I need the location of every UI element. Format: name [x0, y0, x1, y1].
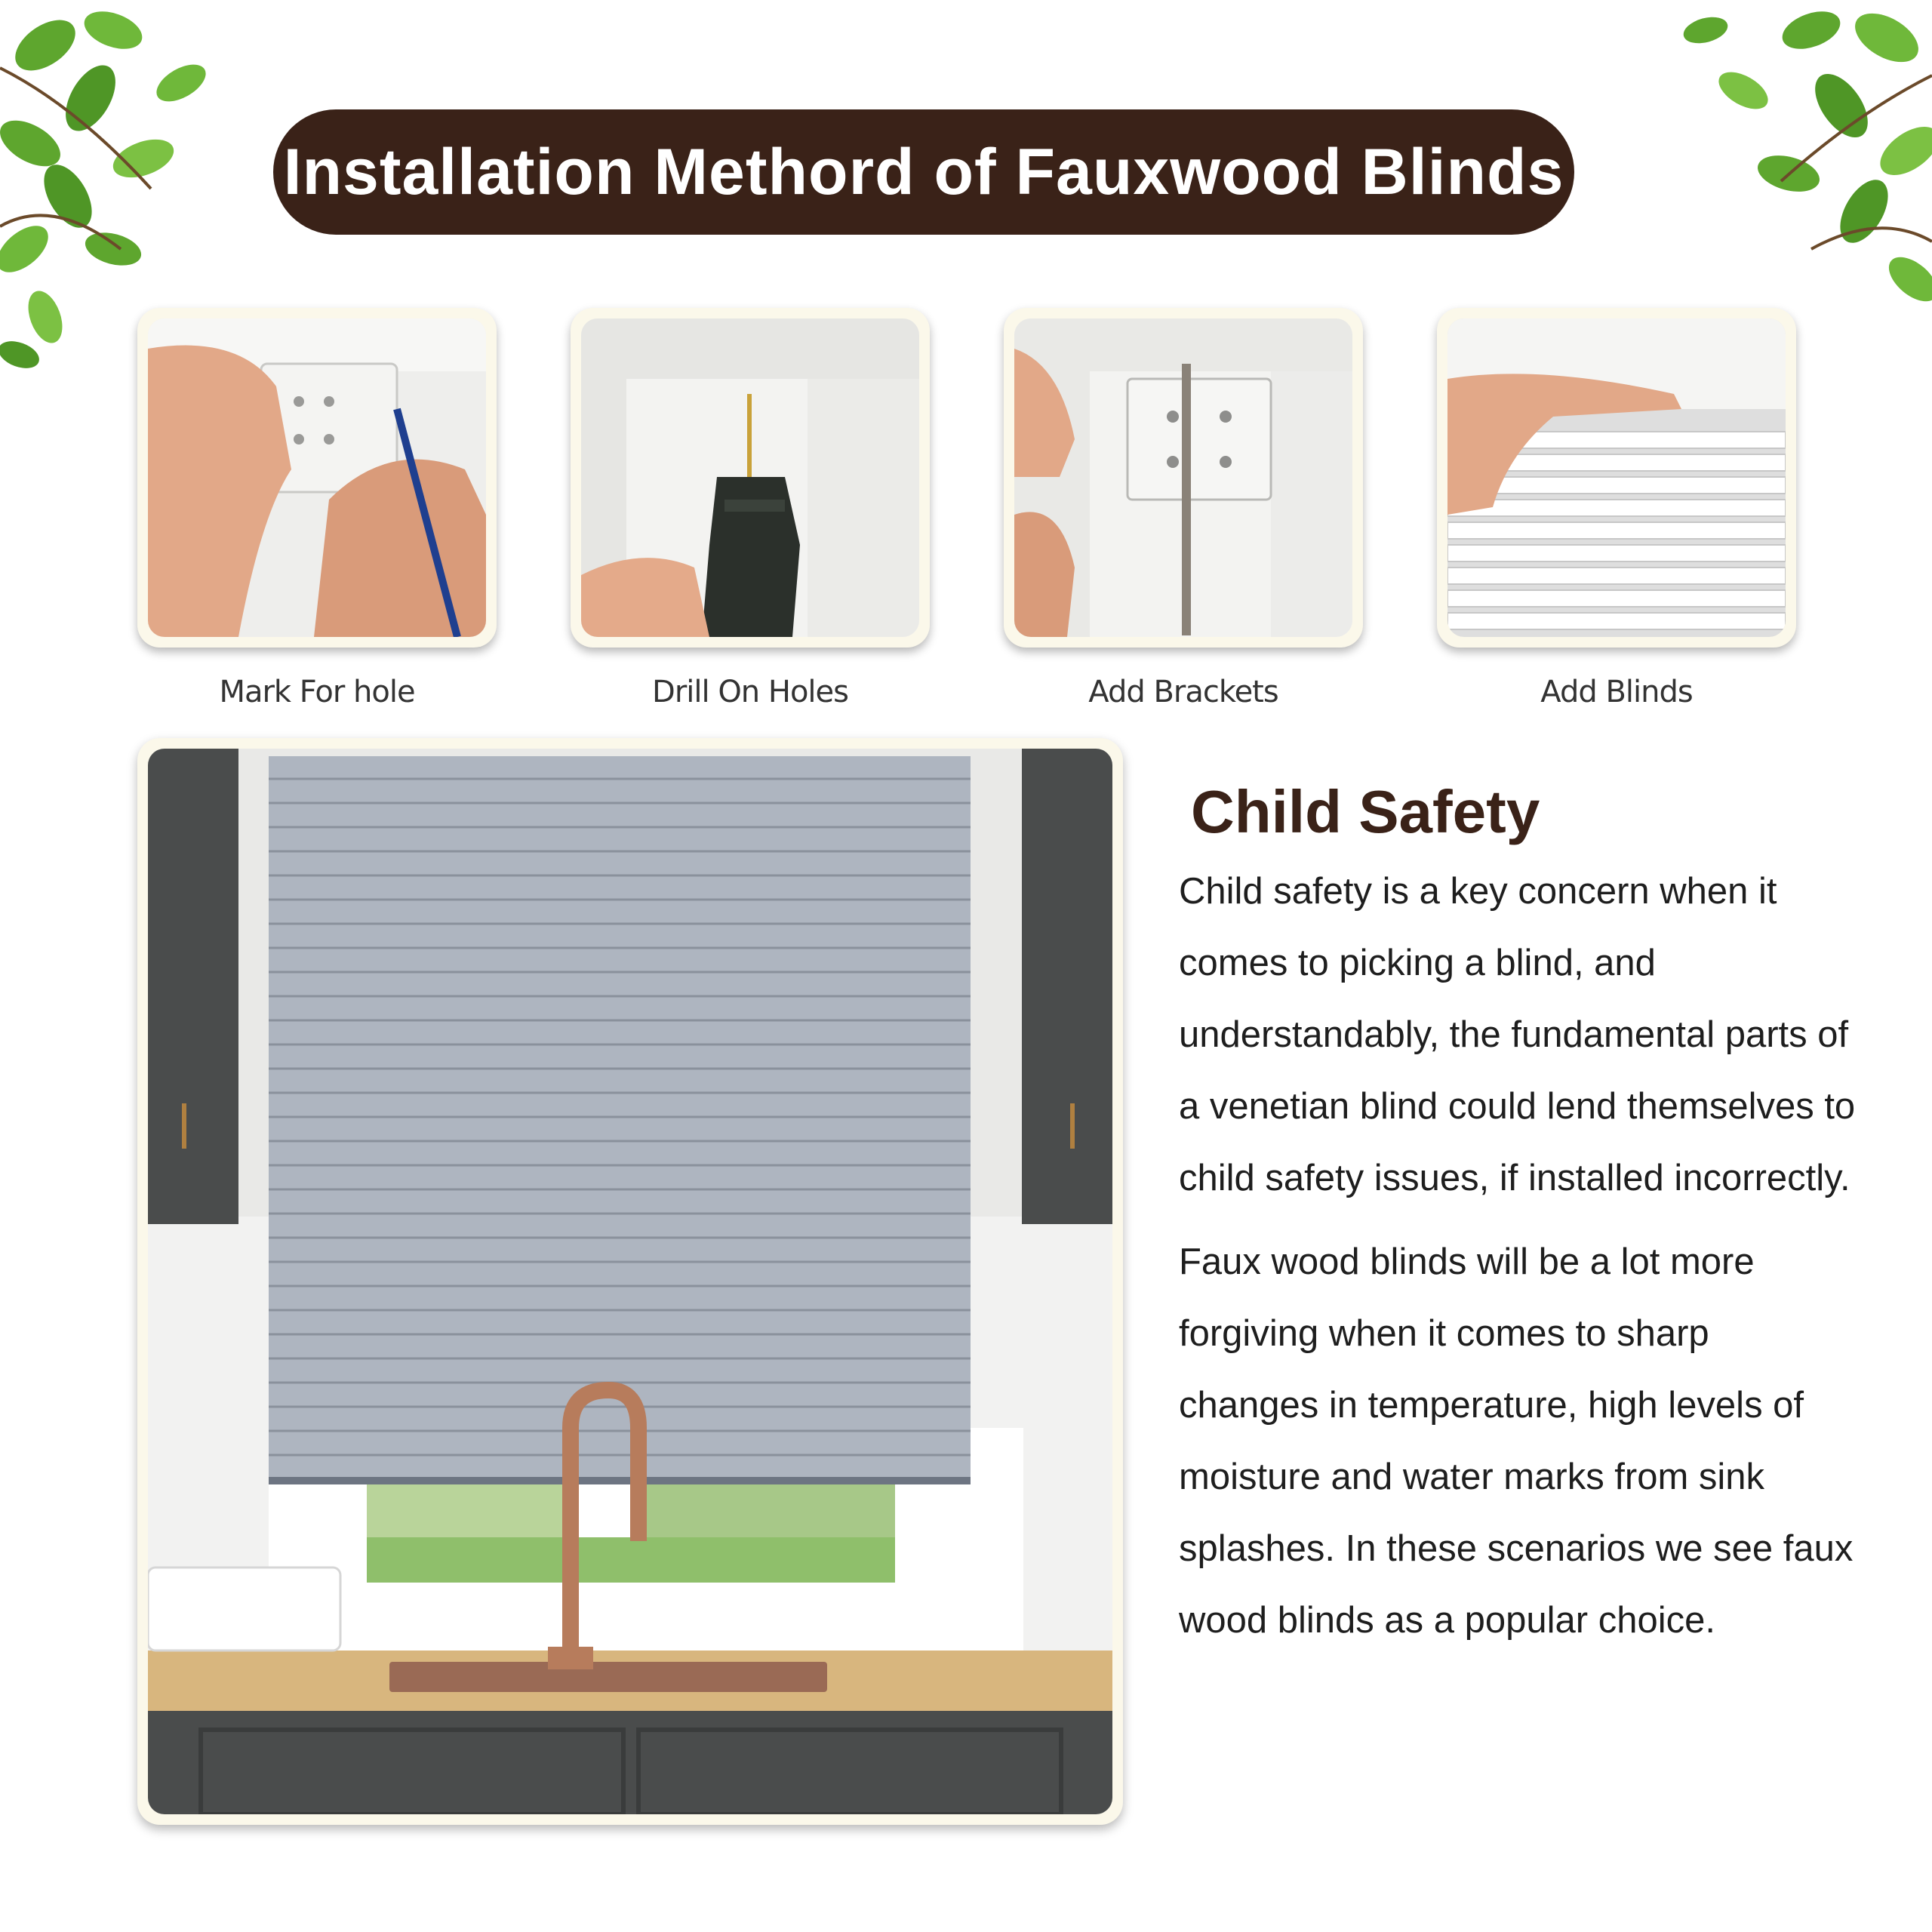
step-label: Drill On Holes — [652, 675, 848, 709]
child-safety-section — [1179, 777, 1858, 1669]
step-image-frame — [1437, 308, 1796, 648]
mark-hole-photo — [148, 318, 486, 637]
step-mark-for-hole — [137, 308, 497, 709]
step-label: Mark For hole — [219, 675, 415, 709]
kitchen-blind-photo — [148, 749, 1112, 1814]
child-safety-paragraph-1: Child safety is a key concern when it comes to picking a blind, and understandably, the fundamental parts of a venetian blind could lend themselves to child safety issues, if installed incorrectly. — [1179, 871, 1856, 1198]
add-blinds-photo — [1447, 318, 1786, 637]
brackets-photo — [1014, 318, 1352, 637]
step-label: Add Brackets — [1088, 675, 1278, 709]
page-title-banner — [273, 109, 1574, 235]
step-drill-on-holes — [571, 308, 930, 709]
child-safety-paragraph-2: Faux wood blinds will be a lot more forgiving when it comes to sharp changes in temperature, high levels of moisture and water marks from sink splashes. In these scenarios we see faux wood blinds as a popular choice. — [1179, 1241, 1854, 1641]
step-add-blinds — [1437, 308, 1796, 709]
step-label: Add Blinds — [1540, 675, 1693, 709]
child-safety-heading: Child Safety — [1191, 778, 1540, 845]
step-image-frame — [137, 308, 497, 648]
step-image-frame — [571, 308, 930, 648]
drill-photo — [581, 318, 919, 637]
kitchen-blind-photo-frame — [137, 738, 1123, 1825]
step-add-brackets — [1004, 308, 1363, 709]
step-image-frame — [1004, 308, 1363, 648]
page-title: Installation Methord of Fauxwood Blinds — [283, 135, 1564, 208]
